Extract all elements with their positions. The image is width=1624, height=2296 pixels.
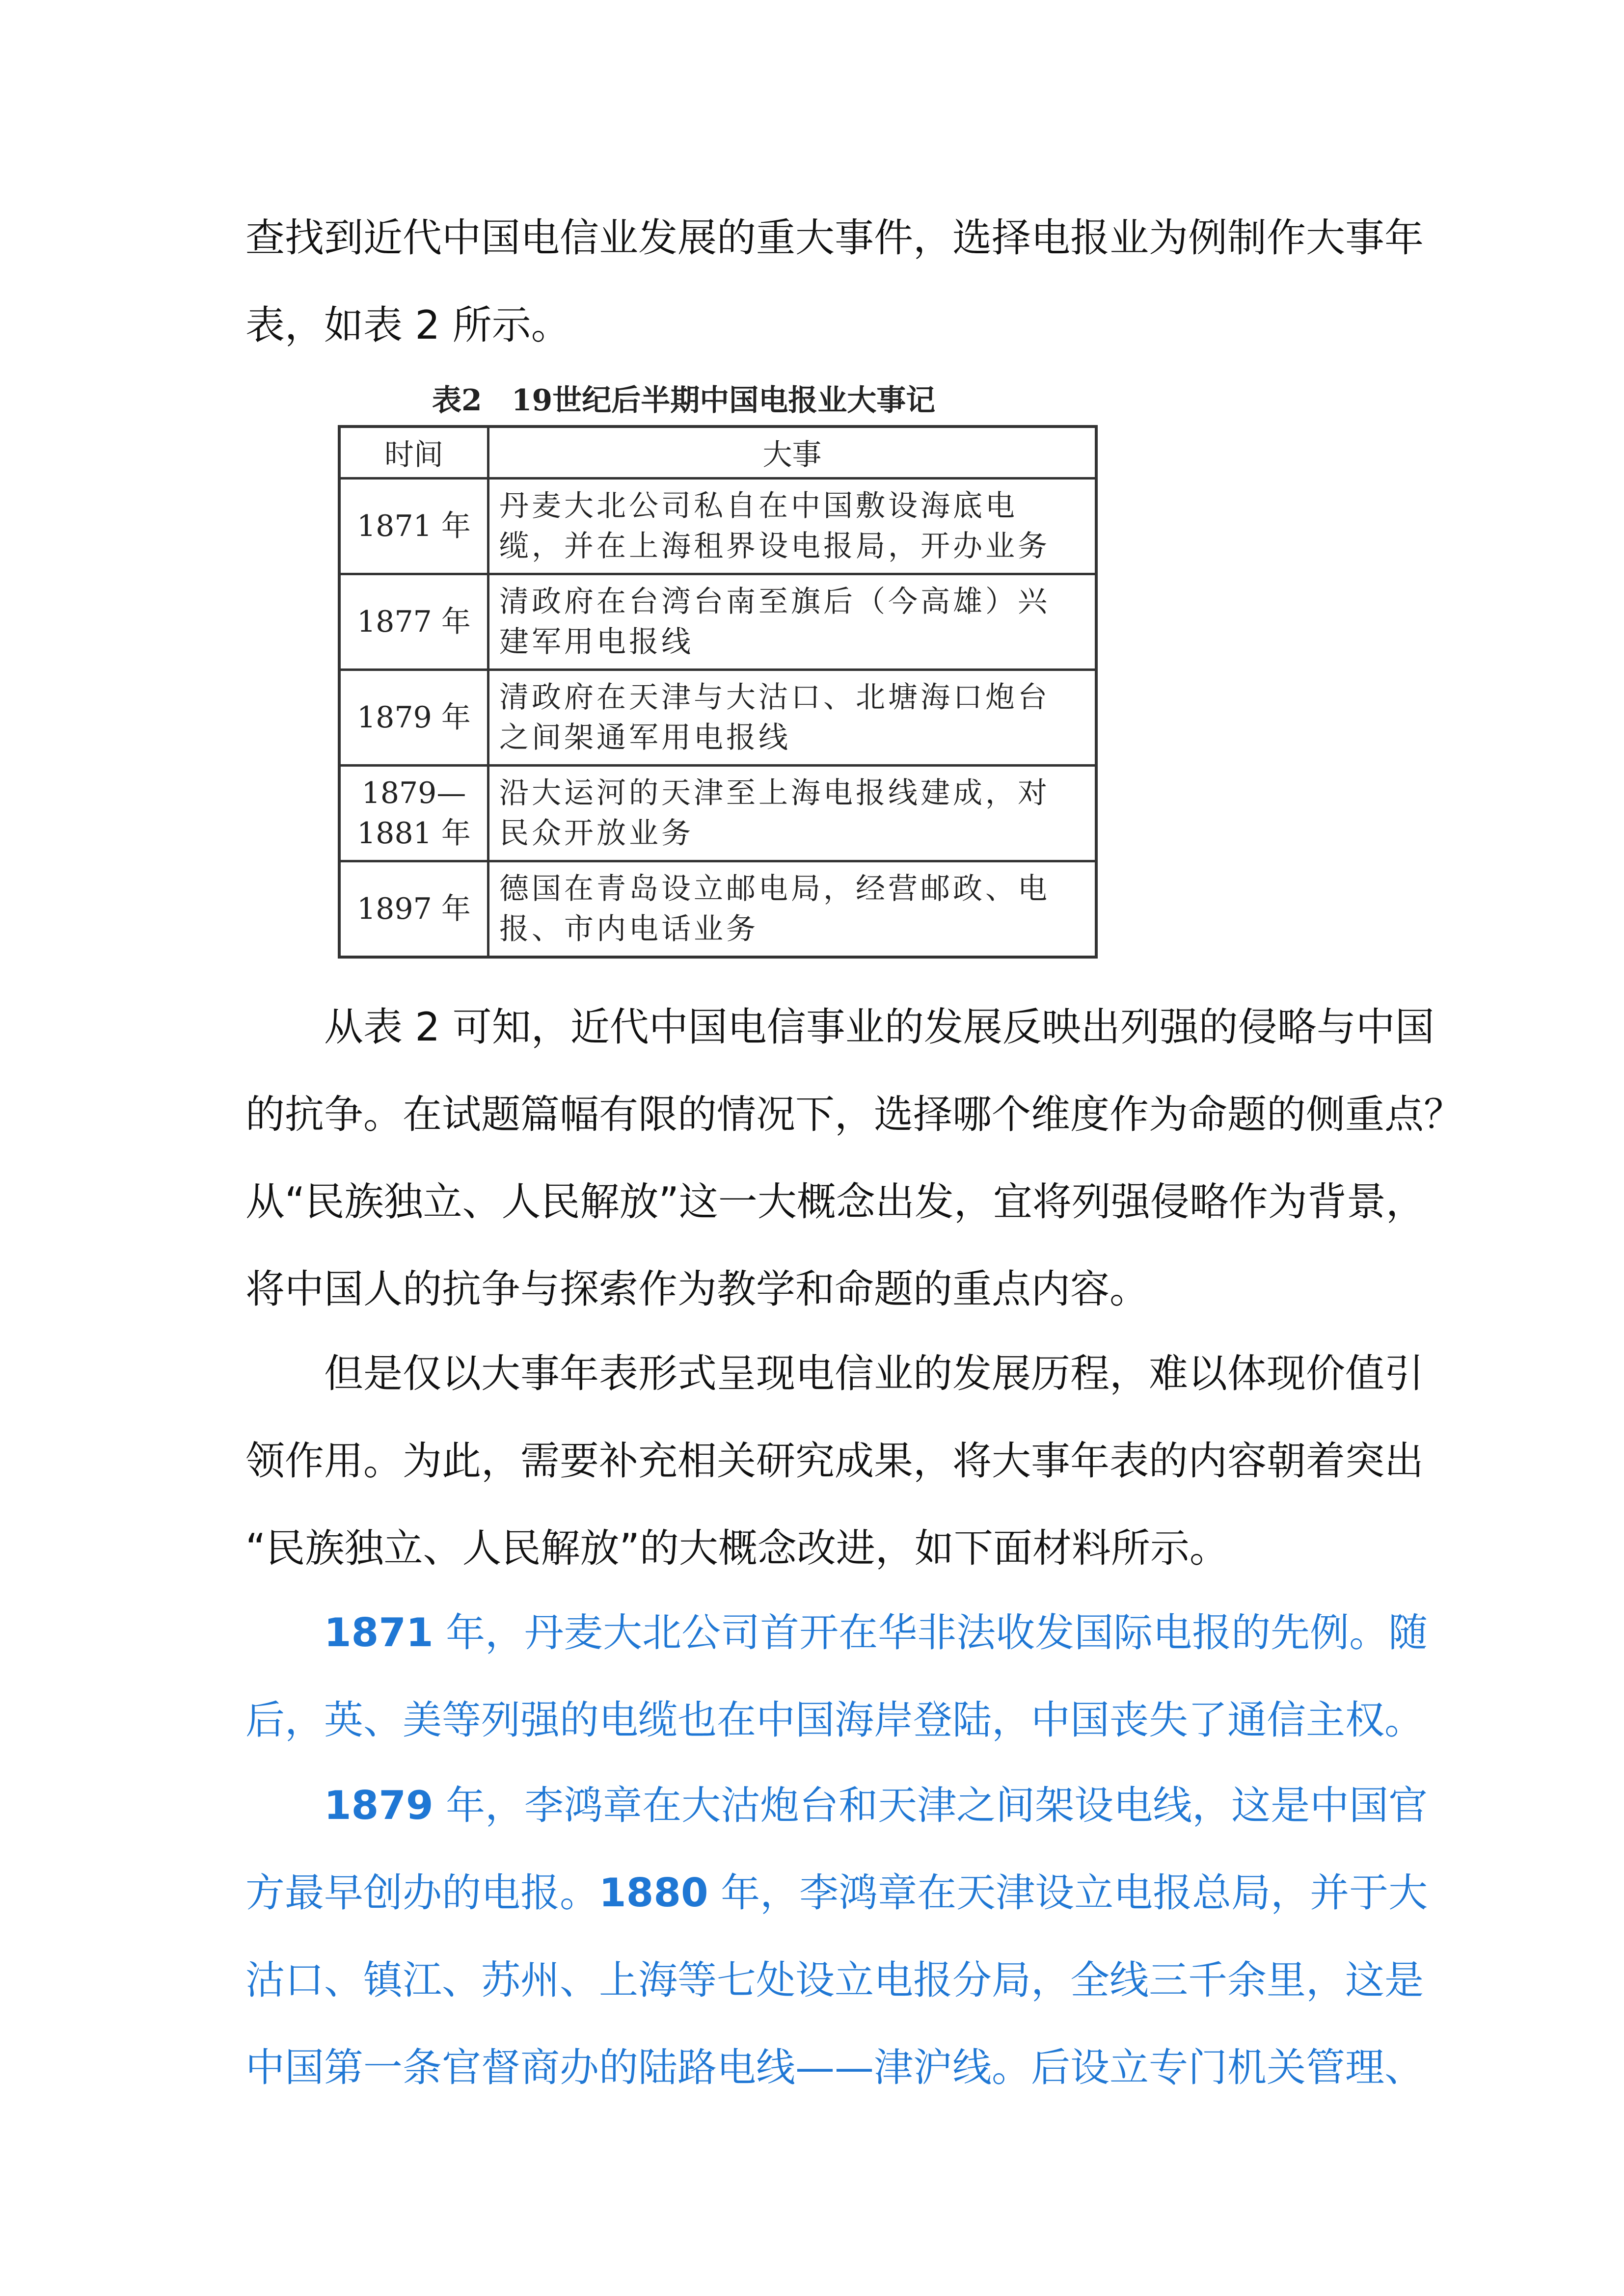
event-text: 德国在青岛设立邮电局，经营邮政、电 — [499, 872, 1050, 906]
table-row — [339, 766, 1096, 861]
text-line: 沽口、镇江、苏州、上海等七处设立电报分局，全线三千余里，这是 — [245, 1957, 1424, 2003]
table-caption: 表2 19世纪后半期中国电报业大事记 — [432, 383, 936, 418]
text-segment: 方最早创办的电报。 — [245, 1870, 599, 1916]
text-line: 表，如表 2 所示。 — [245, 302, 570, 348]
year-cell — [339, 670, 488, 766]
text-line: 从表 2 可知，近代中国电信事业的发展反映出列强的侵略与中国 — [324, 1004, 1435, 1050]
intro-paragraph — [245, 194, 1424, 369]
text-line: 中国第一条官督商办的陆路电线——津沪线。后设立专门机关管理、 — [245, 2045, 1424, 2090]
text-segment: 年，李鸿章在天津设立电报总局，并于大 — [708, 1870, 1428, 1916]
event-text: 建军用电报线 — [499, 625, 694, 659]
text-line — [245, 1762, 1428, 1849]
table-row — [339, 861, 1096, 958]
event-text: 之间架通军用电报线 — [499, 721, 791, 755]
text-line — [245, 1589, 1428, 1677]
text-line: 的抗争。在试题篇幅有限的情况下，选择哪个维度作为命题的侧重点？ — [245, 1092, 1463, 1137]
events-table — [338, 425, 1098, 959]
material-paragraph-1879 — [245, 1762, 1428, 2111]
event-cell — [488, 574, 1097, 670]
text-line — [245, 1849, 1428, 1937]
table-row — [339, 574, 1096, 670]
text-line: 后，英、美等列强的电缆也在中国海岸登陆，中国丧失了通信主权。 — [245, 1697, 1424, 1743]
year-text: 1881 年 — [357, 816, 471, 851]
year-number: 1879 — [324, 1783, 433, 1828]
event-cell — [488, 861, 1097, 958]
event-cell — [488, 479, 1097, 574]
text-segment: 年，丹麦大北公司首开在华非法收发国际电报的先例。随 — [433, 1610, 1428, 1655]
year-cell — [339, 479, 488, 574]
event-text: 报、市内电话业务 — [499, 912, 758, 946]
table-row — [339, 670, 1096, 766]
text-segment: 年，李鸿章在大沽炮台和天津之间架设电线，这是中国官 — [433, 1783, 1428, 1828]
event-text: 缆，并在上海租界设电报局，开办业务 — [499, 529, 1050, 563]
year-number: 1871 — [324, 1610, 433, 1655]
material-paragraph-1871 — [245, 1589, 1428, 1764]
text-line: 领作用。为此，需要补充相关研究成果，将大事年表的内容朝着突出 — [245, 1438, 1424, 1484]
text-line: “民族独立、人民解放”的大概念改进，如下面材料所示。 — [245, 1525, 1229, 1571]
event-text: 清政府在天津与大沽口、北塘海口炮台 — [499, 680, 1050, 715]
event-cell — [488, 766, 1097, 861]
year-text: 1879— — [361, 776, 466, 810]
year-cell — [339, 766, 488, 861]
table-row — [339, 479, 1096, 574]
year-cell — [339, 861, 488, 958]
analysis-paragraph — [245, 984, 1463, 1333]
header-time: 时间 — [339, 427, 488, 479]
event-text: 清政府在台湾台南至旗后（今高雄）兴 — [499, 585, 1050, 619]
year-text: 1877 年 — [357, 605, 471, 639]
event-text: 民众开放业务 — [499, 816, 694, 851]
year-text: 1879 年 — [357, 700, 471, 735]
text-line: 查找到近代中国电信业发展的重大事件，选择电报业为例制作大事年 — [245, 215, 1424, 261]
header-event: 大事 — [488, 427, 1097, 479]
year-cell — [339, 574, 488, 670]
event-text: 丹麦大北公司私自在中国敷设海底电 — [499, 489, 1018, 523]
year-text: 1871 年 — [357, 509, 471, 543]
text-line: 将中国人的抗争与探索作为教学和命题的重点内容。 — [245, 1266, 1149, 1312]
table-header-row — [339, 427, 1096, 479]
year-number: 1880 — [599, 1870, 708, 1916]
event-text: 沿大运河的天津至上海电报线建成，对 — [499, 776, 1050, 810]
year-text: 1897 年 — [357, 892, 471, 926]
text-line: 从“民族独立、人民解放”这一大概念出发，宜将列强侵略作为背景， — [245, 1179, 1425, 1225]
improvement-paragraph — [245, 1330, 1424, 1592]
event-cell — [488, 670, 1097, 766]
text-line: 但是仅以大事年表形式呈现电信业的发展历程，难以体现价值引 — [324, 1351, 1424, 1396]
